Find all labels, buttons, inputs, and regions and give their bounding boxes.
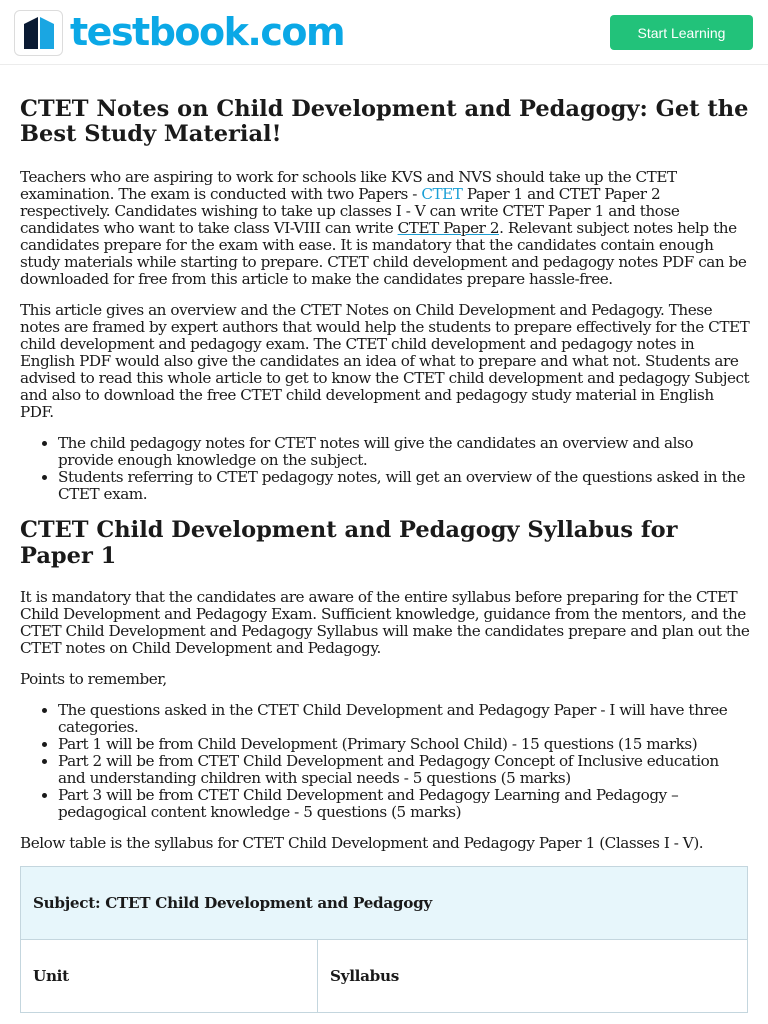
points-bullet-list — [20, 702, 750, 821]
ctet-paper2-link[interactable]: CTET Paper 2 — [397, 219, 500, 237]
notes-bullet-list — [20, 435, 750, 503]
overview-paragraph: This article gives an overview and the CTET Notes on Child Development and Pedagogy. These notes are framed by expert authors that would help the students to prepare effectively for the CTET child development and pedagogy exam. The CTET child development and pedagogy notes in English PDF would also give the candidates an idea of what to prepare and what not. Students are advised to read this whole article to get to know the CTET child development and pedagogy Subject and also to download the free CTET child development and pedagogy study material in English PDF. — [20, 301, 750, 421]
ctet-link[interactable]: CTET — [421, 185, 463, 203]
list-item: • Part 2 will be from CTET Child Development and Pedagogy Concept of Inclusive education and understanding children with special needs - 5 questions (5 marks) — [58, 753, 750, 787]
points-intro: Points to remember, — [20, 670, 167, 688]
list-item: • Part 1 will be from Child Development (Primary School Child) - 15 questions (15 marks) — [58, 736, 750, 753]
site-logo-text[interactable]: testbook.com — [70, 10, 345, 54]
syllabus-header-cell: Syllabus — [318, 940, 748, 1013]
syllabus-heading: CTET Child Development and Pedagogy Syllabus for Paper 1 — [20, 517, 678, 569]
table-intro: Below table is the syllabus for CTET Child Development and Pedagogy Paper 1 (Classes I - V). — [20, 834, 704, 852]
intro-text-3: . Relevant subject notes help the candidates prepare for the exam with ease. It is mandatory that the candidates contain enough study materials while starting to prepare. CTET child development and pedagogy notes PDF can be downloaded for free from this article to make the candidates prepare hassle-free. — [20, 219, 747, 288]
table-row — [21, 940, 748, 1013]
article-body — [20, 97, 750, 1013]
syllabus-table — [20, 866, 748, 1013]
intro-text-2: Paper 1 and CTET Paper 2 respectively. Candidates wishing to take up classes I - V can write CTET Paper 1 and those candidates who want to take class VI-VIII can write — [20, 185, 680, 237]
list-item: • The questions asked in the CTET Child Development and Pedagogy Paper - I will have three categories. — [58, 702, 750, 736]
list-item: • Students referring to CTET pedagogy notes, will get an overview of the questions asked in the CTET exam. — [58, 469, 750, 503]
start-learning-button[interactable]: Start Learning — [610, 15, 753, 50]
testbook-logo-icon[interactable] — [14, 10, 63, 56]
intro-text-1: Teachers who are aspiring to work for schools like KVS and NVS should take up the CTET examination. The exam is conducted with two Papers - — [20, 168, 677, 203]
subject-cell: Subject: CTET Child Development and Pedagogy — [21, 867, 748, 940]
list-item: • The child pedagogy notes for CTET notes will give the candidates an overview and also provide enough knowledge on the subject. — [58, 435, 750, 469]
article-title: CTET Notes on Child Development and Pedagogy: Get the Best Study Material! — [20, 96, 749, 147]
site-header — [0, 0, 768, 65]
syllabus-paragraph: It is mandatory that the candidates are aware of the entire syllabus before preparing for the CTET Child Development and Pedagogy Exam. Sufficient knowledge, guidance from the mentors, and the CTET Child Development and Pedagogy Syllabus will make the candidates prepare and plan out the CTET notes on Child Development and Pedagogy. — [20, 588, 750, 657]
list-item: • Part 3 will be from CTET Child Development and Pedagogy Learning and Pedagogy – pedagogical content knowledge - 5 questions (5 marks) — [58, 787, 750, 821]
unit-header-cell: Unit — [21, 940, 318, 1013]
intro-paragraph — [20, 169, 750, 288]
table-row — [21, 867, 748, 940]
